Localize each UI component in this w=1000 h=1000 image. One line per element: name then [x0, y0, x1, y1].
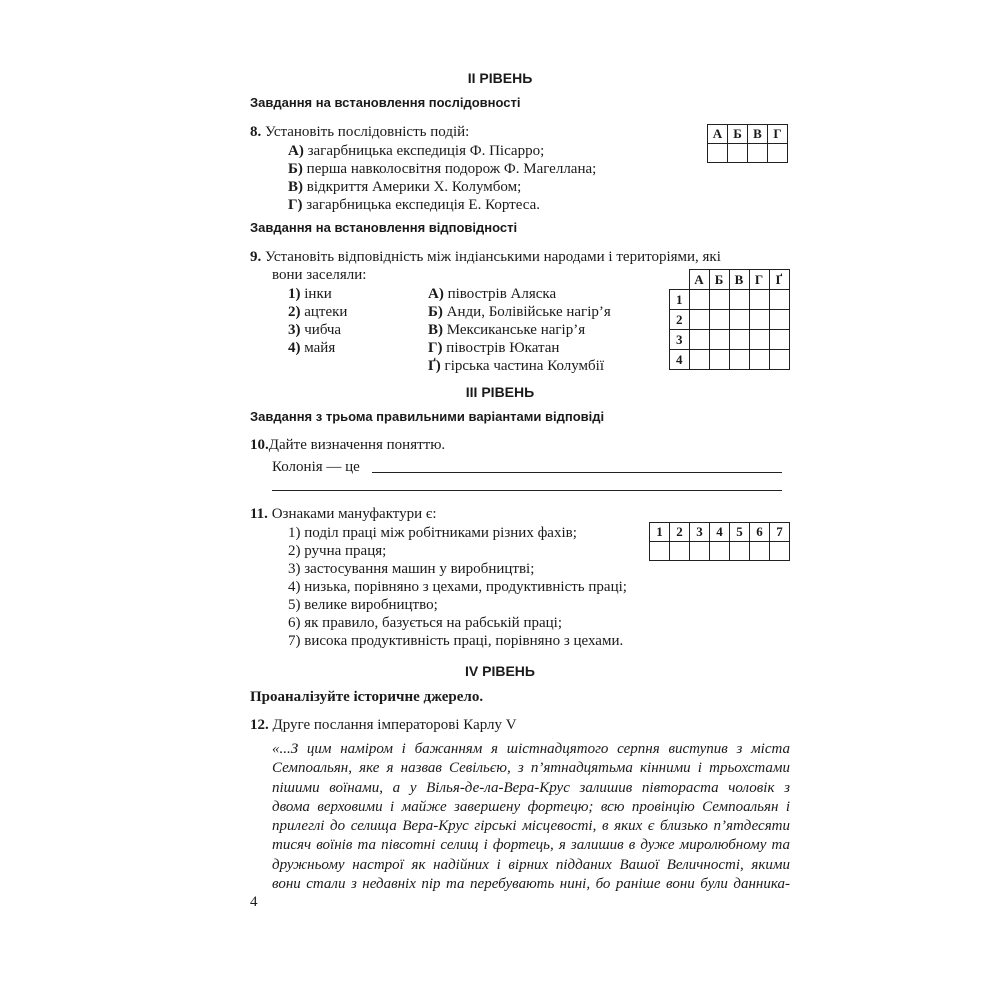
answer-cell[interactable] [690, 542, 710, 561]
answer-cell[interactable] [729, 310, 749, 330]
grid-corner-cell [670, 270, 690, 290]
grid-header-cell: 2 [670, 523, 690, 542]
q9-people-1: 1) інки [288, 286, 332, 302]
answer-cell[interactable] [749, 350, 769, 370]
question-text: Друге послання імператорові Карлу V [272, 717, 517, 733]
question-text: Установіть послідовність подій: [265, 124, 470, 140]
quote-line: пішими воїнами, а у Вілья-де-ла-Вера-Крус залишив півтораста чоловік з [272, 779, 790, 796]
answer-cell[interactable] [689, 310, 709, 330]
question-number: 9. [250, 249, 262, 265]
q9-territory-a: А) півострів Аляска [428, 286, 557, 302]
quote-line: «...З цим наміром і бажанням я шістнадцятого серпня виступив з міста [272, 741, 790, 757]
question-number: 11. [250, 506, 268, 522]
source-analysis-heading: Проаналізуйте історичне джерело. [250, 689, 484, 705]
q9-territory-c: В) Мексиканське нагір’я [428, 322, 586, 338]
question-number: 8. [250, 124, 262, 140]
question-text: Установіть відповідність між індіанськими народами і територіями, які [265, 249, 721, 265]
answer-cell[interactable] [769, 290, 789, 310]
answer-cell[interactable] [729, 330, 749, 350]
quote-line: тисяч воїнів та півсотні селищ і фортець, я залишив в дуже миролюбному та [272, 837, 790, 854]
q11-option: 7) висока продуктивність праці, порівняно з цехами. [288, 633, 624, 649]
answer-cell[interactable] [670, 542, 690, 561]
grid-header-cell: 6 [750, 523, 770, 542]
answer-cell[interactable] [730, 542, 750, 561]
answer-cell[interactable] [709, 330, 729, 350]
q9-people-2: 2) ацтеки [288, 304, 348, 320]
grid-header-cell: 7 [770, 523, 790, 542]
question-number: 10. [250, 437, 269, 453]
answer-cell[interactable] [749, 290, 769, 310]
question-11 [250, 505, 437, 523]
q8-option-a: А) загарбницька експедиція Ф. Пісарро; [288, 143, 545, 159]
grid-header-cell: Г [768, 125, 788, 144]
grid-header-cell: Ґ [769, 270, 789, 290]
answer-cell[interactable] [749, 310, 769, 330]
historical-source-quote [272, 740, 790, 894]
question-text: Дайте визначення поняттю. [268, 437, 446, 453]
answer-cell[interactable] [709, 350, 729, 370]
grid-header-cell: В [748, 125, 768, 144]
quote-line: дружньому настрої як надійних і вірних підданих Вашої Величності, якими [272, 856, 790, 873]
answer-line[interactable] [272, 490, 782, 491]
answer-cell[interactable] [689, 330, 709, 350]
answer-cell[interactable] [650, 542, 670, 561]
grid-header-cell: 4 [710, 523, 730, 542]
answer-cell[interactable] [710, 542, 730, 561]
question-number: 12. [250, 717, 269, 733]
q11-option: 2) ручна праця; [288, 543, 387, 559]
answer-cell[interactable] [729, 350, 749, 370]
answer-cell[interactable] [709, 290, 729, 310]
grid-row-label: 1 [670, 290, 690, 310]
answer-cell[interactable] [769, 330, 789, 350]
grid-header-cell: А [689, 270, 709, 290]
q11-answer-grid [649, 522, 790, 561]
question-10 [250, 436, 445, 454]
q9-territory-b: Б) Анди, Болівійське нагір’я [428, 304, 611, 320]
answer-cell[interactable] [769, 310, 789, 330]
answer-cell[interactable] [749, 330, 769, 350]
grid-header-cell: 5 [730, 523, 750, 542]
grid-row-label: 4 [670, 350, 690, 370]
grid-header-cell: 1 [650, 523, 670, 542]
quote-line: вони стали з недавніх пір та перебувають нині, бо раніше вони були данника- [272, 876, 790, 893]
q9-territory-d: Г) півострів Юкатан [428, 340, 560, 356]
answer-cell[interactable] [748, 144, 768, 163]
q10-term: Колонія — це [272, 459, 360, 475]
answer-cell[interactable] [708, 144, 728, 163]
answer-cell[interactable] [750, 542, 770, 561]
answer-cell[interactable] [689, 350, 709, 370]
quote-line: Семпоальян, яке я назвав Севільєю, з п’ятнадцятьма кінними і трьохстами [272, 760, 790, 777]
level-4-title: IV РІВЕНЬ [465, 663, 535, 679]
question-9 [250, 248, 721, 266]
grid-row-label: 2 [670, 310, 690, 330]
grid-header-cell: 3 [690, 523, 710, 542]
sequence-task-heading: Завдання на встановлення послідовності [250, 95, 521, 110]
question-9-continued: вони заселяли: [272, 267, 367, 283]
grid-header-cell: А [708, 125, 728, 144]
grid-header-cell: Б [709, 270, 729, 290]
q9-territory-e: Ґ) гірська частина Колумбії [428, 358, 605, 374]
question-8 [250, 123, 469, 141]
q8-option-d: Г) загарбницька експедиція Е. Кортеса. [288, 197, 540, 213]
q9-people-3: 3) чибча [288, 322, 342, 338]
grid-header-cell: Г [749, 270, 769, 290]
page-number: 4 [250, 894, 258, 910]
question-text: Ознаками мануфактури є: [271, 506, 437, 522]
quote-line: прилеглі до селища Вера-Крус гірські місцевості, в яких є близько п’ятдесяти [272, 818, 790, 835]
q9-answer-grid [669, 269, 790, 370]
answer-cell[interactable] [729, 290, 749, 310]
q11-option: 4) низька, порівняно з цехами, продуктивність праці; [288, 579, 627, 595]
matching-task-heading: Завдання на встановлення відповідності [250, 220, 518, 235]
answer-cell[interactable] [728, 144, 748, 163]
question-12 [250, 716, 517, 734]
answer-cell[interactable] [769, 350, 789, 370]
answer-cell[interactable] [689, 290, 709, 310]
q9-people-4: 4) майя [288, 340, 336, 356]
level-2-title: II РІВЕНЬ [467, 70, 533, 86]
answer-cell[interactable] [770, 542, 790, 561]
quote-line: двома верховими і майже завершену фортецю; всю провінцію Семпоальян і [272, 798, 790, 815]
answer-line[interactable] [372, 472, 782, 473]
q8-answer-grid [707, 124, 788, 163]
level-3-title: III РІВЕНЬ [465, 384, 535, 400]
grid-row-label: 3 [670, 330, 690, 350]
answer-cell[interactable] [709, 310, 729, 330]
q8-option-b: Б) перша навколосвітня подорож Ф. Магеллана; [288, 161, 597, 177]
q11-option: 5) велике виробництво; [288, 597, 438, 613]
grid-header-cell: В [729, 270, 749, 290]
answer-cell[interactable] [768, 144, 788, 163]
q11-option: 1) поділ праці між робітниками різних фахів; [288, 525, 577, 541]
grid-header-cell: Б [728, 125, 748, 144]
q11-option: 6) як правило, базується на рабській праці; [288, 615, 563, 631]
q11-option: 3) застосування машин у виробництві; [288, 561, 535, 577]
three-answers-heading: Завдання з трьома правильними варіантами відповіді [250, 409, 605, 424]
q8-option-c: В) відкриття Америки Х. Колумбом; [288, 179, 522, 195]
